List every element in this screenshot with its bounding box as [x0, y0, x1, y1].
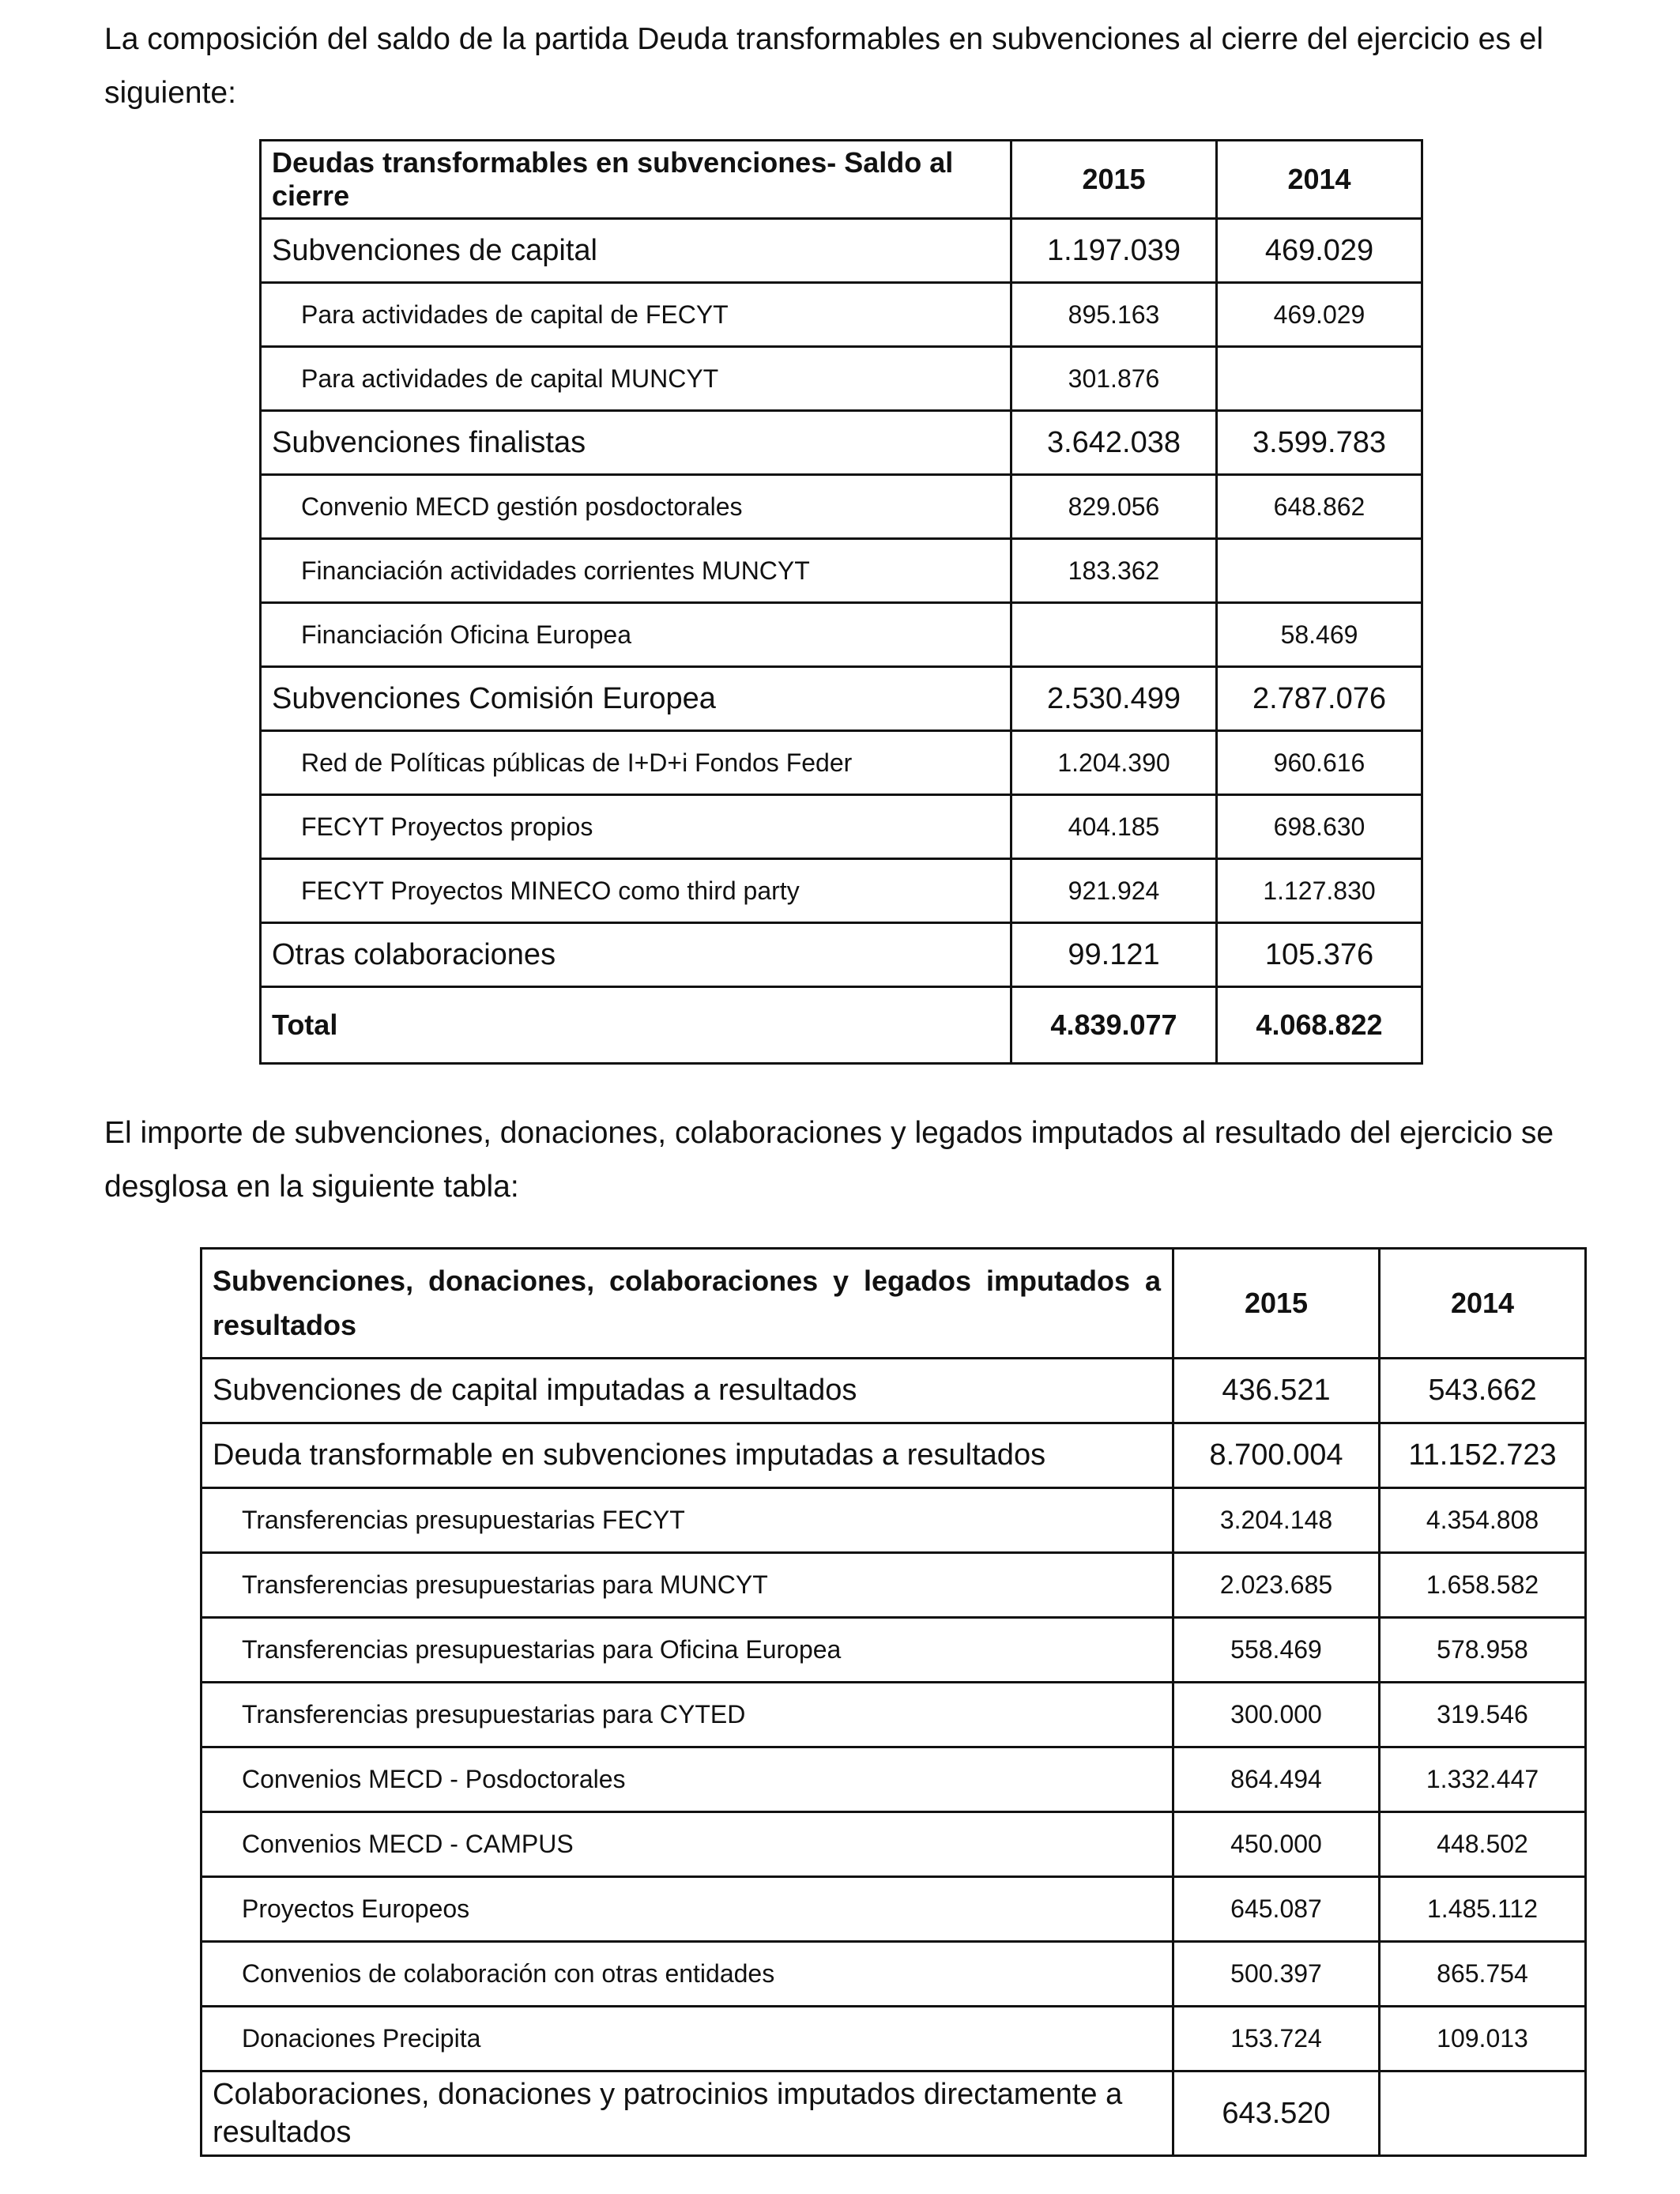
table-row	[261, 475, 1422, 539]
value-2014: 58.469	[1217, 603, 1422, 667]
table-row	[202, 1877, 1586, 1942]
value-2014: 469.029	[1217, 219, 1422, 283]
row-label: Subvenciones Comisión Europea	[261, 667, 1011, 731]
table-row	[202, 1747, 1586, 1812]
row-label: Transferencias presupuestarias para MUNCYT	[202, 1553, 1173, 1618]
value-2015: 3.642.038	[1011, 411, 1217, 475]
value-2014: 1.485.112	[1380, 1877, 1586, 1942]
table-row	[202, 2007, 1586, 2071]
value-2015: 895.163	[1011, 283, 1217, 347]
table-subvenciones-imputadas	[200, 1247, 1587, 2157]
table-deudas-transformables	[259, 139, 1423, 1065]
row-label: Financiación Oficina Europea	[261, 603, 1011, 667]
value-2014	[1217, 347, 1422, 411]
table-row	[261, 603, 1422, 667]
value-2015: 2.530.499	[1011, 667, 1217, 731]
row-label: Transferencias presupuestarias para CYTED	[202, 1683, 1173, 1747]
total-2014: 4.068.822	[1217, 987, 1422, 1064]
value-2015: 500.397	[1173, 1942, 1380, 2007]
value-2014: 543.662	[1380, 1359, 1586, 1423]
total-label: Total	[261, 987, 1011, 1064]
value-2015: 1.197.039	[1011, 219, 1217, 283]
table-header	[261, 141, 1422, 219]
intro-paragraph-1: La composición del saldo de la partida Deuda transformables en subvenciones al cierre del ejercicio es el siguiente:	[104, 22, 1544, 110]
table-row	[261, 219, 1422, 283]
row-label: Otras colaboraciones	[261, 923, 1011, 987]
intro-paragraph-2: El importe de subvenciones, donaciones, colaboraciones y legados imputados al resultado del ejercicio se desglosa en la siguiente tabla:	[104, 1116, 1554, 1204]
table-row	[261, 411, 1422, 475]
value-2014: 578.958	[1380, 1618, 1586, 1683]
header-2015: 2015	[1011, 141, 1217, 219]
value-2015: 183.362	[1011, 539, 1217, 603]
value-2015: 301.876	[1011, 347, 1217, 411]
row-label: Proyectos Europeos	[202, 1877, 1173, 1942]
row-label: FECYT Proyectos propios	[261, 795, 1011, 859]
table-row	[202, 1812, 1586, 1877]
row-label: Red de Políticas públicas de I+D+i Fondos Feder	[261, 731, 1011, 795]
row-label: Transferencias presupuestarias para Oficina Europea	[202, 1618, 1173, 1683]
table-row	[202, 2071, 1586, 2156]
table-row	[202, 1618, 1586, 1683]
row-label: Donaciones Precipita	[202, 2007, 1173, 2071]
value-2014: 865.754	[1380, 1942, 1586, 2007]
value-2014: 1.658.582	[1380, 1553, 1586, 1618]
row-label: Subvenciones de capital imputadas a resultados	[202, 1359, 1173, 1423]
value-2015: 450.000	[1173, 1812, 1380, 1877]
row-label: Para actividades de capital de FECYT	[261, 283, 1011, 347]
value-2014: 4.354.808	[1380, 1488, 1586, 1553]
table-header	[202, 1249, 1586, 1359]
value-2015: 404.185	[1011, 795, 1217, 859]
value-2015: 3.204.148	[1173, 1488, 1380, 1553]
table-row	[261, 667, 1422, 731]
row-label: Convenio MECD gestión posdoctorales	[261, 475, 1011, 539]
value-2015: 2.023.685	[1173, 1553, 1380, 1618]
table-row	[261, 923, 1422, 987]
value-2014: 469.029	[1217, 283, 1422, 347]
value-2014: 3.599.783	[1217, 411, 1422, 475]
table-row	[202, 1423, 1586, 1488]
table-row	[261, 731, 1422, 795]
table-row	[202, 1683, 1586, 1747]
row-label: Convenios de colaboración con otras entidades	[202, 1942, 1173, 2007]
value-2015	[1011, 603, 1217, 667]
header-label: Deudas transformables en subvenciones- Saldo al cierre	[261, 141, 1011, 219]
value-2014: 648.862	[1217, 475, 1422, 539]
table-row	[261, 539, 1422, 603]
header-2014: 2014	[1380, 1249, 1586, 1359]
value-2014	[1380, 2071, 1586, 2156]
value-2014	[1217, 539, 1422, 603]
row-label: Convenios MECD - Posdoctorales	[202, 1747, 1173, 1812]
table-row	[261, 347, 1422, 411]
value-2015: 300.000	[1173, 1683, 1380, 1747]
value-2014: 448.502	[1380, 1812, 1586, 1877]
row-label: Deuda transformable en subvenciones imputadas a resultados	[202, 1423, 1173, 1488]
row-label: Subvenciones de capital	[261, 219, 1011, 283]
row-label: Transferencias presupuestarias FECYT	[202, 1488, 1173, 1553]
value-2015: 558.469	[1173, 1618, 1380, 1683]
table-row	[202, 1359, 1586, 1423]
row-label: Convenios MECD - CAMPUS	[202, 1812, 1173, 1877]
table-row	[202, 1942, 1586, 2007]
row-label: Colaboraciones, donaciones y patrocinios imputados directamente a resultados	[202, 2071, 1173, 2156]
value-2014: 1.332.447	[1380, 1747, 1586, 1812]
value-2014: 109.013	[1380, 2007, 1586, 2071]
value-2015: 829.056	[1011, 475, 1217, 539]
value-2015: 643.520	[1173, 2071, 1380, 2156]
table-row	[202, 1488, 1586, 1553]
table-row	[202, 1553, 1586, 1618]
value-2014: 1.127.830	[1217, 859, 1422, 923]
value-2014: 2.787.076	[1217, 667, 1422, 731]
value-2015: 921.924	[1011, 859, 1217, 923]
row-label: Para actividades de capital MUNCYT	[261, 347, 1011, 411]
value-2014: 11.152.723	[1380, 1423, 1586, 1488]
table-row	[261, 859, 1422, 923]
value-2014: 319.546	[1380, 1683, 1586, 1747]
value-2015: 8.700.004	[1173, 1423, 1380, 1488]
row-label: Financiación actividades corrientes MUNCYT	[261, 539, 1011, 603]
header-label: Subvenciones, donaciones, colaboraciones y legados imputados a resultados	[202, 1249, 1173, 1359]
header-2015: 2015	[1173, 1249, 1380, 1359]
value-2014: 105.376	[1217, 923, 1422, 987]
header-2014: 2014	[1217, 141, 1422, 219]
total-2015: 4.839.077	[1011, 987, 1217, 1064]
row-label: Subvenciones finalistas	[261, 411, 1011, 475]
value-2015: 436.521	[1173, 1359, 1380, 1423]
value-2014: 960.616	[1217, 731, 1422, 795]
table-row	[261, 795, 1422, 859]
value-2014: 698.630	[1217, 795, 1422, 859]
value-2015: 99.121	[1011, 923, 1217, 987]
total-row	[261, 987, 1422, 1064]
value-2015: 645.087	[1173, 1877, 1380, 1942]
table-row	[261, 283, 1422, 347]
value-2015: 153.724	[1173, 2007, 1380, 2071]
value-2015: 864.494	[1173, 1747, 1380, 1812]
row-label: FECYT Proyectos MINECO como third party	[261, 859, 1011, 923]
value-2015: 1.204.390	[1011, 731, 1217, 795]
